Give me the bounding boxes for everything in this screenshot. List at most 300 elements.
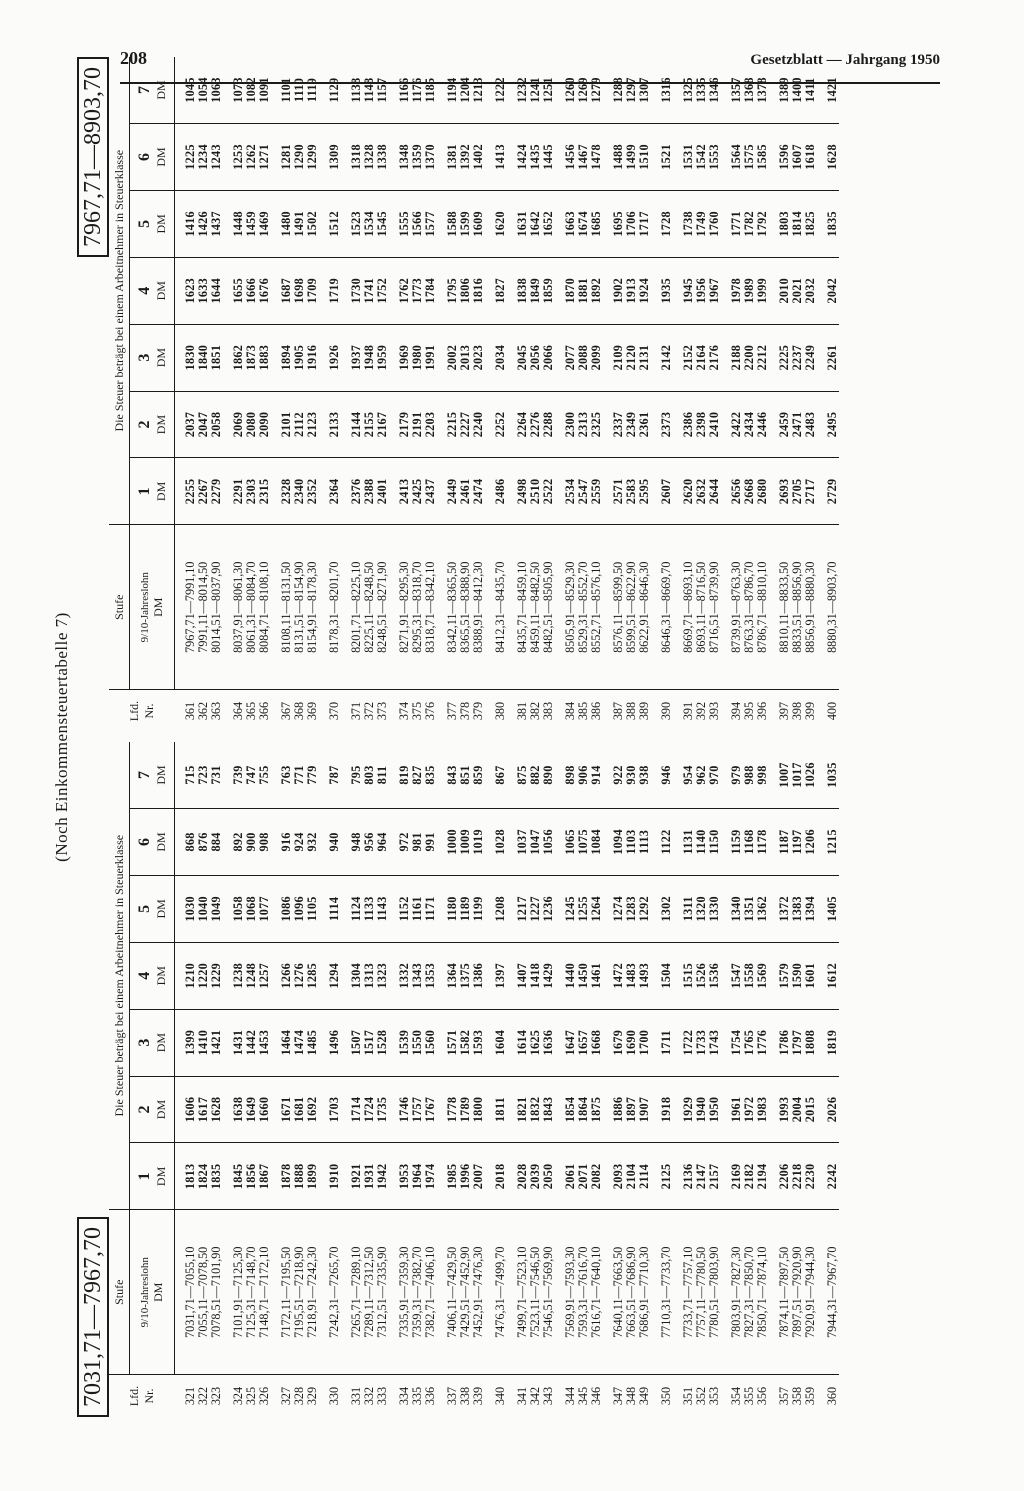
tax-value-cell: 1399	[175, 1009, 198, 1076]
right-tax-table	[109, 57, 839, 732]
steuerklasse-7-header	[130, 742, 175, 809]
lfd-nr-cell: 386	[590, 690, 603, 732]
left-tax-table	[109, 742, 839, 1417]
lfd-nr-cell: 322	[197, 1375, 210, 1417]
steuerklasse-4-header	[130, 257, 175, 324]
tax-value-cell: 956	[363, 809, 376, 876]
steuerklasse-1-header	[130, 1143, 175, 1210]
page-number: 208	[120, 48, 147, 68]
tax-value-cell: 1752	[376, 257, 389, 324]
table-row	[555, 57, 577, 732]
tax-value-cell: 1234	[197, 124, 210, 191]
stufe-cell: 8131,51—8154,90	[293, 525, 306, 690]
lfd-nr-cell: 375	[411, 690, 424, 732]
tax-value-cell: 2632	[695, 458, 708, 525]
tax-value-cell: 1647	[555, 1009, 577, 1076]
tax-value-cell: 1161	[411, 875, 424, 942]
tax-value-cell: 1262	[245, 124, 258, 191]
tax-value-cell: 1474	[293, 1009, 306, 1076]
tax-value-cell: 1709	[306, 257, 319, 324]
stufe-cell: 8763,31—8786,70	[743, 525, 756, 690]
tax-value-cell: 1348	[389, 124, 411, 191]
tax-value-cell: 2164	[695, 324, 708, 391]
tax-value-cell: 1488	[603, 124, 625, 191]
tax-value-cell: 1091	[257, 77, 271, 103]
steuerklasse-3-header	[130, 1009, 175, 1076]
tax-value-cell: 1604	[485, 1009, 507, 1076]
table-row	[485, 742, 507, 1417]
tax-value-cell: 1094	[603, 809, 625, 876]
tax-value-cell: 1304	[341, 942, 363, 1009]
tax-value-cell: 1754	[721, 1009, 743, 1076]
table-row	[769, 57, 791, 732]
tax-value-cell: 2361	[638, 391, 651, 458]
stufe-cell: 7733,71—7757,10	[673, 1210, 695, 1375]
lfd-nr-cell: 355	[743, 1375, 756, 1417]
tax-value-cell: 2437	[424, 458, 437, 525]
tax-value-cell: 1545	[376, 190, 389, 257]
tax-value-cell: 1588	[437, 190, 459, 257]
tax-value-cell: 1765	[743, 1009, 756, 1076]
tax-value-cell: 1999	[756, 257, 769, 324]
lfd-nr-cell: 382	[529, 690, 542, 732]
stufe-cell: 8482,51—8505,90	[542, 525, 555, 690]
tax-value-cell: 1899	[306, 1143, 319, 1210]
tax-value-cell: 938	[637, 765, 651, 785]
tax-value-cell: 1450	[577, 942, 590, 1009]
tax-value-cell: 1199	[472, 875, 485, 942]
tax-value-cell: 1119	[305, 77, 319, 103]
tax-value-cell: 1285	[306, 942, 319, 1009]
tax-value-cell: 932	[306, 809, 319, 876]
tax-value-cell: 1491	[293, 190, 306, 257]
tax-value-cell: 1299	[306, 124, 319, 191]
tax-value-cell: 1596	[769, 124, 791, 191]
lfd-nr-cell: 341	[507, 1375, 529, 1417]
tax-value-cell: 1767	[424, 1076, 437, 1143]
tax-value-cell: 1381	[437, 124, 459, 191]
tax-value-cell: 1983	[756, 1076, 769, 1143]
tax-value-cell: 1609	[472, 190, 485, 257]
tax-value-cell: 940	[319, 809, 341, 876]
lfd-nr-cell: 334	[389, 1375, 411, 1417]
tax-value-cell: 1502	[306, 190, 319, 257]
tax-value-cell: 1539	[389, 1009, 411, 1076]
tax-value-cell: 1550	[411, 1009, 424, 1076]
tax-value-cell: 1320	[695, 875, 708, 942]
tax-value-cell: 1440	[555, 942, 577, 1009]
tax-value-cell: 1323	[376, 942, 389, 1009]
tax-value-cell: 1456	[555, 124, 577, 191]
tax-value-cell: 1359	[411, 124, 424, 191]
tax-value-cell: 1819	[817, 1009, 839, 1076]
dm-unit: DM	[153, 347, 168, 368]
stufe-cell: 7429,51—7452,90	[459, 1210, 472, 1375]
lfd-nr-cell: 349	[638, 1375, 651, 1417]
tax-value-cell: 2446	[756, 391, 769, 458]
steuerklasse-number: 7	[135, 771, 153, 779]
table-row	[542, 742, 555, 1417]
tax-value-cell: 962	[694, 765, 708, 785]
stufe-cell: 7382,71—7406,10	[424, 1210, 437, 1375]
tax-value-cell: 1945	[673, 257, 695, 324]
dm-unit: DM	[153, 899, 168, 919]
right-table-body	[175, 57, 840, 732]
tax-value-cell: 876	[197, 809, 210, 876]
tax-value-cell: 2276	[529, 391, 542, 458]
table-row	[804, 742, 817, 1417]
lfd-nr-cell: 372	[363, 690, 376, 732]
table-row	[341, 742, 363, 1417]
tax-value-cell: 1558	[743, 942, 756, 1009]
table-row	[210, 742, 223, 1417]
tax-value-cell: 2291	[223, 458, 245, 525]
stufe-cell: 8880,31—8903,70	[817, 525, 839, 690]
tax-value-cell: 2461	[459, 458, 472, 525]
dm-unit: DM	[153, 481, 168, 502]
lfd-nr-cell: 371	[341, 690, 363, 732]
stufe-cell: 8552,71—8576,10	[590, 525, 603, 690]
tax-value-cell: 1926	[319, 324, 341, 391]
stufe-cell: 8576,11—8599,50	[603, 525, 625, 690]
tax-value-cell: 1883	[258, 324, 271, 391]
lfd-nr-cell: 394	[721, 690, 743, 732]
table-row	[389, 742, 411, 1417]
stufe-header: Stufe	[109, 525, 130, 690]
table-row	[472, 57, 485, 732]
stufe-cell: 7101,91—7125,30	[223, 1210, 245, 1375]
tax-value-cell: 2240	[472, 391, 485, 458]
lfd-nr-cell: 359	[804, 1375, 817, 1417]
tax-value-cell: 1442	[245, 1009, 258, 1076]
stufe-cell: 8856,91—8880,30	[804, 525, 817, 690]
tax-value-cell: 1553	[708, 124, 721, 191]
tax-value-cell: 1340	[721, 875, 743, 942]
steuerklasse-1-header	[130, 458, 175, 525]
tax-value-cell: 1445	[542, 124, 555, 191]
tax-value-cell: 1625	[529, 1009, 542, 1076]
tax-value-cell: 1905	[293, 324, 306, 391]
tax-value-cell: 1402	[472, 124, 485, 191]
lfd-nr-cell: 328	[293, 1375, 306, 1417]
tax-value-cell: 1534	[363, 190, 376, 257]
dm-unit: DM	[150, 597, 165, 617]
lfd-nr-cell: 393	[708, 690, 721, 732]
tax-value-cell: 2267	[197, 458, 210, 525]
tax-value-cell: 1407	[507, 942, 529, 1009]
tax-value-cell: 1757	[411, 1076, 424, 1143]
table-row	[424, 742, 437, 1417]
tax-value-cell: 1743	[708, 1009, 721, 1076]
tax-value-cell: 1037	[507, 809, 529, 876]
table-row	[258, 742, 271, 1417]
table-caption: (Noch Einkommensteuertabelle 7)	[52, 612, 71, 862]
tax-value-cell: 2227	[459, 391, 472, 458]
tax-value-cell: 2069	[223, 391, 245, 458]
table-row	[673, 742, 695, 1417]
lfd-nr-cell: 392	[695, 690, 708, 732]
tax-value-cell: 1362	[756, 875, 769, 942]
tax-value-cell: 998	[755, 765, 769, 785]
lfd-nr-cell: 379	[472, 690, 485, 732]
tax-value-cell: 2349	[625, 391, 638, 458]
tax-value-cell: 2693	[769, 458, 791, 525]
tax-value-cell: 1204	[458, 77, 472, 103]
stufe-cell: 7335,91—7359,30	[389, 1210, 411, 1375]
tax-value-cell: 1806	[459, 257, 472, 324]
dm-unit: DM	[153, 1166, 168, 1187]
tax-value-cell: 2018	[485, 1143, 507, 1210]
tax-value-cell: 1472	[603, 942, 625, 1009]
tax-value-cell: 868	[175, 809, 198, 876]
table-row	[507, 57, 529, 732]
lfd-nr-cell: 333	[376, 1375, 389, 1417]
stufe-cell: 7850,71—7874,10	[756, 1210, 769, 1375]
tax-value-cell: 1703	[319, 1076, 341, 1143]
tax-value-cell: 2303	[245, 458, 258, 525]
left-table-block	[77, 742, 839, 1417]
tax-value-cell: 1222	[493, 77, 507, 103]
stufe-cell: 7640,11—7663,50	[603, 1210, 625, 1375]
table-row	[804, 57, 817, 732]
tax-value-cell: 1642	[529, 190, 542, 257]
steuerklasse-7-header	[130, 57, 175, 124]
tax-value-cell: 1813	[175, 1143, 198, 1210]
tax-value-cell: 1854	[555, 1076, 577, 1143]
tax-value-cell: 2109	[603, 324, 625, 391]
tax-value-cell: 1870	[555, 257, 577, 324]
tax-value-cell: 2522	[542, 458, 555, 525]
tax-value-cell: 1082	[244, 77, 258, 103]
tax-value-cell: 1577	[424, 190, 437, 257]
tax-value-cell: 1760	[708, 190, 721, 257]
tax-value-cell: 1607	[791, 124, 804, 191]
tax-value-cell: 1054	[196, 77, 210, 103]
tax-value-cell: 1009	[459, 809, 472, 876]
stufe-cell: 7359,31—7382,70	[411, 1210, 424, 1375]
tax-value-cell: 1124	[341, 875, 363, 942]
tax-value-cell: 1343	[411, 942, 424, 1009]
tax-value-cell: 1281	[271, 124, 293, 191]
tax-value-cell: 1593	[472, 1009, 485, 1076]
tax-value-cell: 2668	[743, 458, 756, 525]
stufe-cell: 7780,51—7803,90	[708, 1210, 721, 1375]
tax-value-cell: 1843	[542, 1076, 555, 1143]
tax-value-cell: 2157	[708, 1143, 721, 1210]
tax-value-cell: 1851	[210, 324, 223, 391]
stufe-cell: 8342,11—8365,50	[437, 525, 459, 690]
tax-value-cell: 843	[445, 765, 459, 785]
tax-value-cell: 1620	[485, 190, 507, 257]
tax-value-cell: 1469	[258, 190, 271, 257]
tax-value-cell: 811	[375, 765, 389, 785]
stufe-cell: 8693,11—8716,50	[695, 525, 708, 690]
table-row	[389, 57, 411, 732]
tax-value-cell: 1714	[341, 1076, 363, 1143]
tax-value-cell: 1628	[817, 124, 839, 191]
tax-value-cell: 1644	[210, 257, 223, 324]
tax-value-cell: 1294	[319, 942, 341, 1009]
tax-value-cell: 2337	[603, 391, 625, 458]
tax-value-cell: 2328	[271, 458, 293, 525]
lfd-nr-cell: 378	[459, 690, 472, 732]
table-row	[341, 57, 363, 732]
tax-value-cell: 2039	[529, 1143, 542, 1210]
stufe-cell: 8295,31—8318,70	[411, 525, 424, 690]
tax-value-cell: 1623	[175, 257, 198, 324]
tax-value-cell: 2200	[743, 324, 756, 391]
stufe-cell: 8061,31—8084,70	[245, 525, 258, 690]
table-row	[376, 57, 389, 732]
table-row	[590, 57, 603, 732]
tax-value-cell: 1290	[293, 124, 306, 191]
tax-value-cell: 1679	[603, 1009, 625, 1076]
stufe-cell: 8810,11—8833,50	[769, 525, 791, 690]
tax-value-cell: 1131	[673, 809, 695, 876]
tax-value-cell: 2099	[590, 324, 603, 391]
tax-value-cell: 747	[244, 765, 258, 785]
tax-value-cell: 1040	[197, 875, 210, 942]
stufe-cell: 7920,91—7944,30	[804, 1210, 817, 1375]
tax-value-cell: 1948	[363, 324, 376, 391]
lfd-nr-cell: 329	[306, 1375, 319, 1417]
tax-value-cell: 1873	[245, 324, 258, 391]
tax-value-cell: 884	[210, 809, 223, 876]
tax-value-cell: 1974	[424, 1143, 437, 1210]
tax-value-cell: 1313	[363, 942, 376, 1009]
lfd-nr-cell: 343	[542, 1375, 555, 1417]
tax-value-cell: 1582	[459, 1009, 472, 1076]
tax-value-cell: 2656	[721, 458, 743, 525]
tax-value-cell: 1698	[293, 257, 306, 324]
tax-value-cell: 1991	[424, 324, 437, 391]
lfd-nr-cell: 380	[485, 690, 507, 732]
tax-value-cell: 1316	[659, 77, 673, 103]
tax-value-cell: 1105	[306, 875, 319, 942]
tax-value-cell: 1894	[271, 324, 293, 391]
tax-value-cell: 1674	[577, 190, 590, 257]
dm-unit: DM	[153, 281, 168, 301]
left-table-body	[175, 742, 840, 1417]
tax-value-cell: 2449	[437, 458, 459, 525]
tax-value-cell: 1510	[638, 124, 651, 191]
lfd-nr-cell: 369	[306, 690, 319, 732]
tax-value-cell: 1590	[791, 942, 804, 1009]
tax-value-cell: 1416	[175, 190, 198, 257]
tax-value-cell: 1213	[471, 77, 485, 103]
tax-value-cell: 2225	[769, 324, 791, 391]
lfd-nr-cell: 366	[258, 690, 271, 732]
running-title: Gesetzblatt — Jahrgang 1950	[750, 52, 940, 68]
tax-value-cell: 1579	[769, 942, 791, 1009]
stufe-cell: 7944,31—7967,70	[817, 1210, 839, 1375]
tax-value-cell: 1797	[791, 1009, 804, 1076]
tax-value-cell: 2644	[708, 458, 721, 525]
lfd-nr-cell: 342	[529, 1375, 542, 1417]
lfd-nr-cell: 377	[437, 690, 459, 732]
tax-value-cell: 1942	[376, 1143, 389, 1210]
lfd-nr-cell: 398	[791, 690, 804, 732]
tax-value-cell: 1197	[791, 809, 804, 876]
tax-value-cell: 1859	[542, 257, 555, 324]
lfd-nr-cell: 321	[175, 1375, 198, 1417]
stufe-cell: 8084,71—8108,10	[258, 525, 271, 690]
tax-value-cell: 1429	[542, 942, 555, 1009]
stufe-cell: 8037,91—8061,30	[223, 525, 245, 690]
tax-value-cell: 1000	[437, 809, 459, 876]
tax-value-cell: 1523	[341, 190, 363, 257]
tax-value-cell: 991	[424, 809, 437, 876]
lfd-nr-cell: 335	[411, 1375, 424, 1417]
tax-value-cell: 2206	[769, 1143, 791, 1210]
table-row	[306, 742, 319, 1417]
tax-value-cell: 2401	[376, 458, 389, 525]
tax-value-cell: 2340	[293, 458, 306, 525]
tax-value-cell: 1437	[210, 190, 223, 257]
tax-value-cell: 1378	[755, 77, 769, 103]
tax-value-cell: 1133	[363, 875, 376, 942]
steuerklasse-3-header	[130, 324, 175, 391]
tax-value-cell: 1325	[681, 77, 695, 103]
stufe-cell: 7125,31—7148,70	[245, 1210, 258, 1375]
tax-value-cell: 2242	[817, 1143, 839, 1210]
table-row	[721, 57, 743, 732]
tax-value-cell: 1950	[708, 1076, 721, 1143]
tax-value-cell: 2142	[651, 324, 673, 391]
tax-value-cell: 1357	[729, 77, 743, 103]
tax-value-cell: 1531	[673, 124, 695, 191]
stufe-cell: 8833,51—8856,90	[791, 525, 804, 690]
tax-value-cell: 1776	[756, 1009, 769, 1076]
tax-value-cell: 1536	[708, 942, 721, 1009]
tax-value-cell: 1332	[389, 942, 411, 1009]
tax-value-cell: 1832	[529, 1076, 542, 1143]
tax-value-cell: 1110	[292, 77, 306, 103]
lfd-nr-cell: 330	[319, 1375, 341, 1417]
table-row	[651, 57, 673, 732]
tax-value-cell: 979	[729, 765, 743, 785]
dm-unit: DM	[153, 1032, 168, 1053]
tax-value-cell: 1856	[245, 1143, 258, 1210]
stufe-cell: 7406,11—7429,50	[437, 1210, 459, 1375]
tax-value-cell: 2133	[319, 391, 341, 458]
lfd-nr-cell: 390	[651, 690, 673, 732]
tax-value-cell: 1485	[306, 1009, 319, 1076]
lfd-nr-cell: 364	[223, 690, 245, 732]
lfd-nr-cell: 323	[210, 1375, 223, 1417]
tax-value-cell: 2495	[817, 391, 839, 458]
tax-value-cell: 914	[589, 765, 603, 785]
tax-value-cell: 2212	[756, 324, 769, 391]
tax-value-cell: 1980	[411, 324, 424, 391]
tax-value-cell: 1251	[541, 77, 555, 103]
tax-value-cell: 1606	[175, 1076, 198, 1143]
stufe-cell: 7148,71—7172,10	[258, 1210, 271, 1375]
tax-value-cell: 1700	[638, 1009, 651, 1076]
tax-value-cell: 2680	[756, 458, 769, 525]
tax-value-cell: 1215	[817, 809, 839, 876]
table-row	[175, 57, 198, 732]
tax-value-cell: 1800	[472, 1076, 485, 1143]
tax-value-cell: 1459	[245, 190, 258, 257]
lfd-nr-cell: 340	[485, 1375, 507, 1417]
tax-value-cell: 2058	[210, 391, 223, 458]
table-row	[555, 742, 577, 1417]
tax-value-cell: 1426	[197, 190, 210, 257]
tax-value-cell: 1628	[210, 1076, 223, 1143]
tax-value-cell: 2152	[673, 324, 695, 391]
tax-value-cell: 2179	[389, 391, 411, 458]
